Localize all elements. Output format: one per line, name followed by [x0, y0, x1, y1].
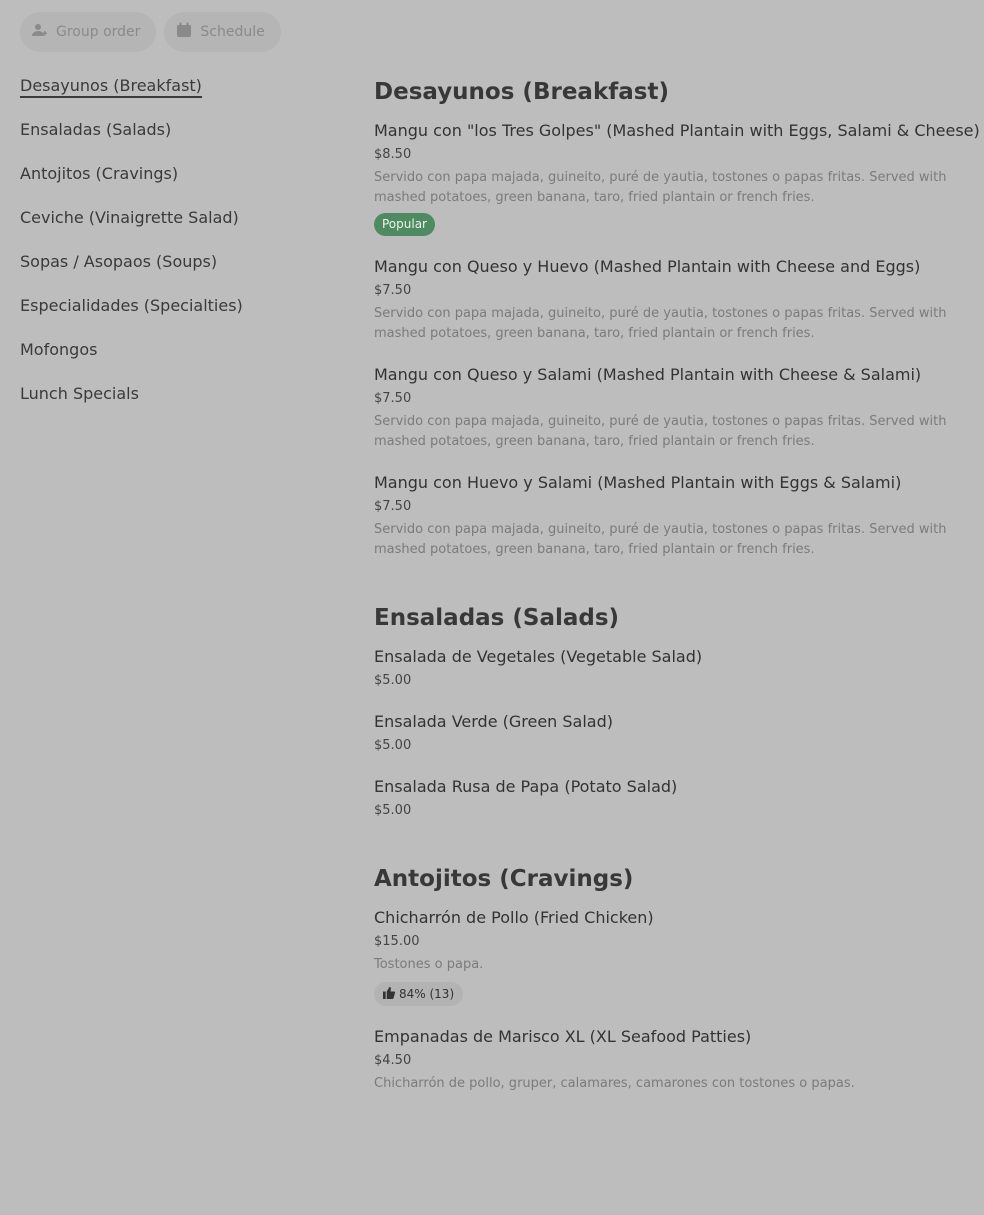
item-description: Servido con papa majada, guineito, puré de yautia, tostones o papas fritas. Served with mashed potatoes, green banana, taro, fried plantain or french fries.: [374, 414, 947, 449]
item-price: $5.00: [374, 803, 412, 818]
sidebar-item-ceviche[interactable]: Ceviche (Vinaigrette Salad): [20, 208, 239, 227]
sidebar-item-lunch-specials[interactable]: Lunch Specials: [20, 384, 139, 403]
item-price: $5.00: [374, 673, 412, 688]
top-actions: [20, 12, 281, 52]
item-name: Empanadas de Marisco XL (XL Seafood Patties): [374, 1027, 752, 1046]
menu-section-cravings: [374, 861, 964, 1094]
thumbs-up-icon: [383, 987, 395, 1002]
item-description: Servido con papa majada, guineito, puré de yautia, tostones o papas fritas. Served with mashed potatoes, green banana, taro, fried plantain or french fries.: [374, 170, 947, 205]
menu-section-salads: [374, 600, 964, 821]
menu-item[interactable]: [374, 646, 964, 691]
section-title: Desayunos (Breakfast): [374, 79, 669, 105]
menu-item[interactable]: [374, 711, 964, 756]
sidebar-item-cravings[interactable]: Antojitos (Cravings): [20, 164, 179, 183]
rating-value: 84% (13): [399, 987, 455, 1001]
sidebar-item-specialties[interactable]: Especialidades (Specialties): [20, 296, 243, 315]
schedule-label: Schedule: [200, 24, 265, 40]
sidebar-item-breakfast[interactable]: Desayunos (Breakfast): [20, 74, 320, 118]
item-price: $15.00: [374, 934, 420, 949]
category-sidebar: [20, 74, 320, 426]
menu-item[interactable]: [374, 472, 964, 560]
menu-item[interactable]: [374, 907, 964, 1006]
menu-item[interactable]: [374, 364, 964, 452]
item-name: Mangu con "los Tres Golpes" (Mashed Plantain with Eggs, Salami & Cheese): [374, 121, 980, 140]
group-user-icon: [32, 22, 48, 42]
item-name: Mangu con Huevo y Salami (Mashed Plantain with Eggs & Salami): [374, 473, 902, 492]
item-description: Chicharrón de pollo, gruper, calamares, camarones con tostones o papas.: [374, 1076, 855, 1091]
item-price: $7.50: [374, 283, 412, 298]
item-price: $7.50: [374, 391, 412, 406]
item-name: Mangu con Queso y Salami (Mashed Plantain with Cheese & Salami): [374, 365, 922, 384]
item-name: Ensalada Verde (Green Salad): [374, 712, 614, 731]
calendar-icon: [176, 22, 192, 42]
sidebar-item-salads[interactable]: Ensaladas (Salads): [20, 120, 172, 139]
item-price: $4.50: [374, 1053, 412, 1068]
section-title: Antojitos (Cravings): [374, 866, 634, 892]
item-name: Ensalada de Vegetales (Vegetable Salad): [374, 647, 703, 666]
item-price: $8.50: [374, 147, 412, 162]
item-name: Mangu con Queso y Huevo (Mashed Plantain with Cheese and Eggs): [374, 257, 921, 276]
item-name: Ensalada Rusa de Papa (Potato Salad): [374, 777, 678, 796]
item-description: Tostones o papa.: [374, 957, 484, 972]
item-name: Chicharrón de Pollo (Fried Chicken): [374, 908, 654, 927]
menu-item[interactable]: [374, 1026, 964, 1094]
group-order-label: Group order: [56, 24, 141, 40]
item-description: Servido con papa majada, guineito, puré de yautia, tostones o papas fritas. Served with mashed potatoes, green banana, taro, fried plantain or french fries.: [374, 306, 947, 341]
popular-badge: Popular: [374, 213, 435, 236]
section-title: Ensaladas (Salads): [374, 605, 620, 631]
menu-item[interactable]: [374, 776, 964, 821]
sidebar-item-soups[interactable]: Sopas / Asopaos (Soups): [20, 252, 218, 271]
menu-item[interactable]: [374, 120, 980, 236]
group-order-button[interactable]: [20, 12, 156, 52]
rating-badge: [374, 982, 463, 1006]
item-price: $7.50: [374, 499, 412, 514]
menu-item[interactable]: [374, 256, 964, 344]
schedule-button[interactable]: [164, 12, 280, 52]
item-description: Servido con papa majada, guineito, puré de yautia, tostones o papas fritas. Served with mashed potatoes, green banana, taro, fried plantain or french fries.: [374, 522, 947, 557]
item-price: $5.00: [374, 738, 412, 753]
menu-section-breakfast: [374, 74, 980, 560]
sidebar-item-mofongos[interactable]: Mofongos: [20, 340, 98, 359]
menu-main: [374, 74, 980, 1134]
